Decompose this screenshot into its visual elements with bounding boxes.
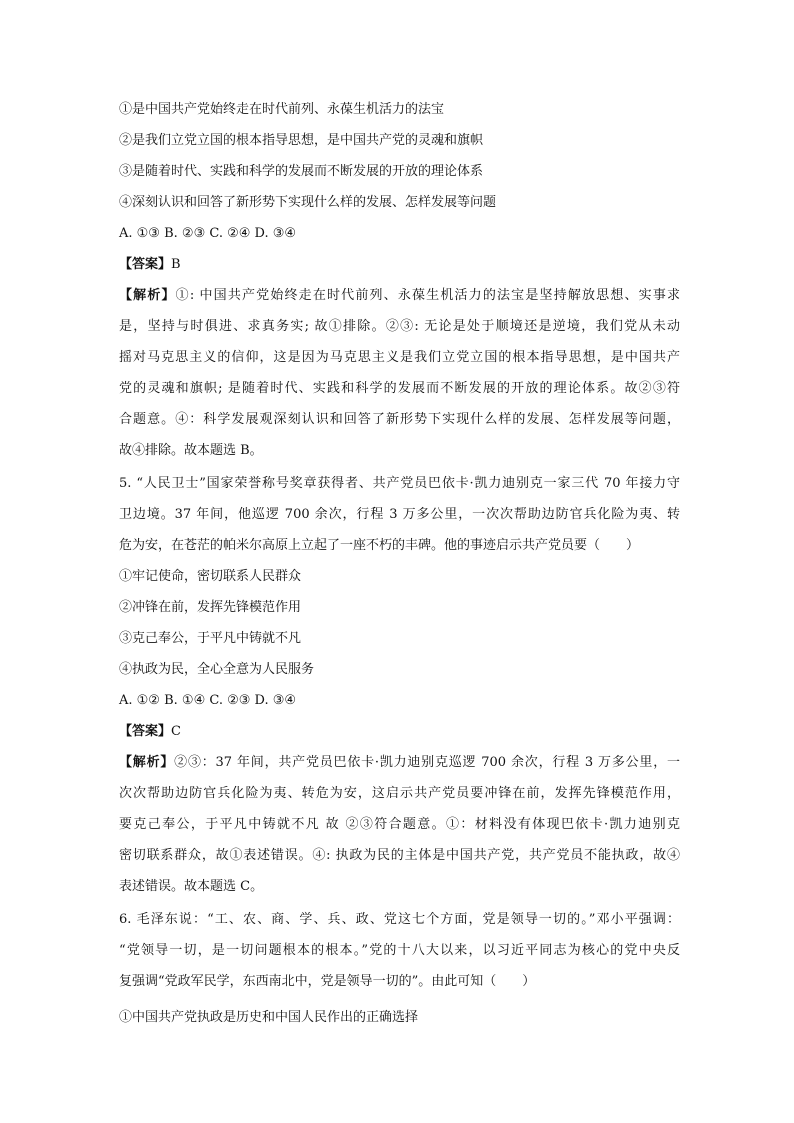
q5-stem-line-2: 卫边境。37 年间，他巡逻 700 余次，行程 3 万多公里，一次次帮助边防官兵化险为夷、转 — [119, 507, 680, 522]
q4-option-1: ①是中国共产党始终走在时代前列、永葆生机活力的法宝 — [119, 102, 445, 117]
q5-option-4: ④执政为民，全心全意为人民服务 — [119, 662, 315, 677]
q4-option-3: ③是随着时代、实践和科学的发展而不断发展的开放的理论体系 — [119, 164, 484, 179]
q5-stem-line-3: 危为安，在苍茫的帕米尔高原上立起了一座不朽的丰碑。他的事迹启示共产党员要（ ） — [119, 538, 640, 553]
q4-analysis-line-3: 摇对马克思主义的信仰，这是因为马克思主义是我们立党立国的根本指导思想，是中国共产 — [119, 350, 680, 365]
q5-option-2: ②冲锋在前，发挥先锋模范作用 — [119, 600, 302, 615]
q5-analysis-line-5: 表述错误。故本题选 C。 — [119, 879, 264, 894]
q5-answer-value: C — [171, 724, 181, 739]
answer-tag: 【答案】 — [119, 724, 172, 739]
q5-analysis-text-1: ②③：37 年间，共产党员巴依卡·凯力迪别克巡逻 700 余次，行程 3 万多公里，一 — [174, 755, 680, 770]
analysis-tag: 【解析】 — [119, 288, 176, 303]
q4-choices: A. ①③ B. ②③ C. ②④ D. ③④ — [119, 226, 297, 241]
q5-analysis-line-2: 次次帮助边防官兵化险为夷、转危为安，这启示共产党员要冲锋在前，发挥先锋模范作用， — [119, 786, 680, 801]
q6-stem-line-2: “党领导一切，是一切问题根本的根本。”党的十八大以来，以习近平同志为核心的党中央反 — [119, 943, 680, 958]
q5-analysis-line-1 — [119, 755, 680, 771]
q4-answer-value: B — [171, 257, 181, 272]
q4-analysis-line-6: 故④排除。故本题选 B。 — [119, 443, 263, 458]
q4-option-4: ④深刻认识和回答了新形势下实现什么样的发展、怎样发展等问题 — [119, 195, 497, 210]
q4-analysis-line-5: 合题意。④：科学发展观深刻认识和回答了新形势下实现什么样的发展、怎样发展等问题， — [119, 412, 680, 427]
q5-choices: A. ①② B. ①④ C. ②③ D. ③④ — [119, 693, 297, 708]
q4-analysis-line-1 — [119, 288, 680, 304]
q6-stem-line-3: 复强调“党政军民学，东西南北中，党是领导一切的”。由此可知（ ） — [119, 974, 536, 989]
q4-option-2: ②是我们立党立国的根本指导思想，是中国共产党的灵魂和旗帜 — [119, 133, 484, 148]
q5-stem-line-1: 5. “人民卫士”国家荣誉称号奖章获得者、共产党员巴依卡·凯力迪别克一家三代 70 年接力守 — [119, 476, 680, 491]
q4-analysis-line-4: 党的灵魂和旗帜; 是随着时代、实践和科学的发展而不断发展的开放的理论体系。故②③符 — [119, 381, 680, 396]
q4-analysis-text-1: ①: 中国共产党始终走在时代前列、永葆生机活力的法宝是坚持解放思想、实事求 — [175, 288, 680, 303]
q5-option-1: ①牢记使命，密切联系人民群众 — [119, 569, 302, 584]
q5-analysis-line-3: 要克己奉公，于平凡中铸就不凡 故 ②③符合题意。①：材料没有体现巴依卡·凯力迪别克 — [119, 817, 680, 832]
answer-tag: 【答案】 — [119, 257, 172, 272]
q4-analysis-line-2: 是，坚持与时俱进、求真务实; 故①排除。②③: 无论是处于顺境还是逆境，我们党从未动 — [119, 319, 680, 334]
q5-analysis-line-4: 密切联系群众，故①表述错误。④: 执政为民的主体是中国共产党，共产党员不能执政，故④ — [119, 848, 680, 863]
q4-answer — [119, 257, 181, 273]
q5-option-3: ③克己奉公，于平凡中铸就不凡 — [119, 631, 302, 646]
q6-option-1: ①中国共产党执政是历史和中国人民作出的正确选择 — [119, 1010, 419, 1025]
q5-answer — [119, 724, 181, 740]
q6-stem-line-1: 6. 毛泽东说：“工、农、商、学、兵、政、党这七个方面，党是领导一切的。”邓小平强调： — [119, 912, 680, 927]
analysis-tag: 【解析】 — [119, 755, 175, 770]
